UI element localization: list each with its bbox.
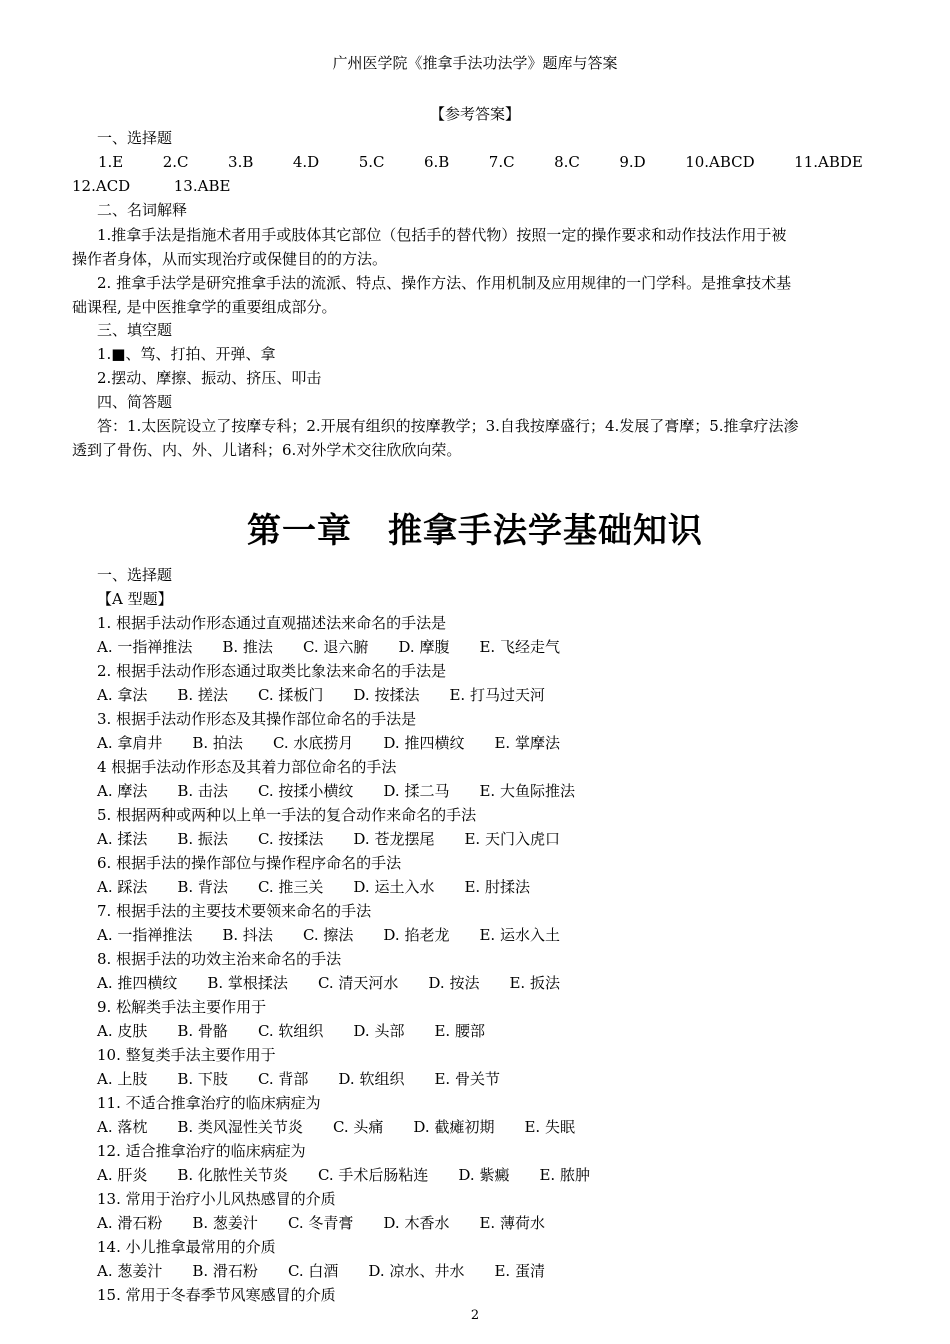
chapter-number: 第一章: [247, 511, 352, 551]
option-text: D. 木香水: [383, 1214, 450, 1232]
option-text: A. 拿法: [97, 686, 148, 704]
option-text: D. 运土入水: [353, 878, 435, 896]
option-text: D. 凉水、井水: [368, 1262, 465, 1280]
mc-answer: 6.B: [423, 153, 450, 171]
option-text: E. 肘揉法: [464, 878, 530, 896]
option-text: A. 肝炎: [97, 1166, 148, 1184]
option-text: E. 脓肿: [539, 1166, 590, 1184]
option-text: C. 退六腑: [302, 638, 369, 656]
mc-answer: 8.C: [554, 153, 580, 171]
option-text: C. 擦法: [302, 926, 354, 944]
option-text: A. 落枕: [97, 1118, 148, 1136]
mc-answer: 13.ABE: [173, 177, 231, 195]
option-text: A. 上肢: [97, 1070, 148, 1088]
question-options: [97, 973, 590, 993]
option-text: C. 推三关: [257, 878, 324, 896]
mc-answer: 7.C: [488, 153, 515, 171]
option-text: E. 飞经走气: [479, 638, 560, 656]
option-text: A. 摩法: [97, 782, 148, 800]
option-text: E. 运水入土: [479, 926, 560, 944]
option-text: C. 头痛: [332, 1118, 384, 1136]
option-text: D. 紫癜: [458, 1166, 510, 1184]
mc-answer: 12.ACD: [72, 177, 131, 195]
fill-answer-1: 1.■、笃、打拍、开弹、拿: [97, 345, 276, 363]
definition-2-line-2: 础课程, 是中医推拿学的重要组成部分。: [72, 298, 337, 316]
question-options: [97, 1165, 620, 1185]
option-text: D. 掐老龙: [383, 926, 450, 944]
question-options: [97, 925, 590, 945]
fill-answer-2: 2.摆动、摩擦、振动、挤压、叩击: [97, 369, 322, 387]
option-text: E. 骨关节: [434, 1070, 500, 1088]
answer-s2-heading: 二、名词解释: [97, 201, 188, 219]
question-text: 3. 根据手法动作形态及其操作部位命名的手法是: [97, 710, 417, 728]
chapter-title: 推拿手法学基础知识: [388, 511, 703, 551]
option-text: B. 葱姜汁: [192, 1214, 258, 1232]
option-text: E. 失眠: [524, 1118, 575, 1136]
question-options: [97, 733, 590, 753]
option-text: C. 揉板门: [257, 686, 324, 704]
option-text: B. 下肢: [177, 1070, 228, 1088]
option-text: B. 搓法: [177, 686, 228, 704]
question-text: 11. 不适合推拿治疗的临床病症为: [97, 1094, 321, 1112]
question-options: [97, 637, 590, 657]
question-text: 13. 常用于治疗小儿风热感冒的介质: [97, 1190, 336, 1208]
question-text: 1. 根据手法动作形态通过直观描述法来命名的手法是: [97, 614, 447, 632]
option-text: C. 按揉法: [257, 830, 324, 848]
question-type-heading: 【A 型题】: [97, 590, 173, 608]
option-text: C. 水底捞月: [272, 734, 354, 752]
question-text: 9. 松解类手法主要作用于: [97, 998, 267, 1016]
mc-answer: 5.C: [358, 153, 385, 171]
option-text: E. 蛋清: [494, 1262, 545, 1280]
question-options: [97, 1261, 575, 1281]
option-text: D. 苍龙摆尾: [353, 830, 435, 848]
question-text: 10. 整复类手法主要作用于: [97, 1046, 276, 1064]
option-text: B. 类风湿性关节炎: [177, 1118, 303, 1136]
option-text: E. 大鱼际推法: [479, 782, 575, 800]
mc-answer: 9.D: [619, 153, 646, 171]
mc-answer: 11.ABDE: [794, 153, 863, 171]
option-text: A. 葱姜汁: [97, 1262, 163, 1280]
option-text: C. 软组织: [257, 1022, 324, 1040]
question-options: [97, 1069, 530, 1089]
option-text: A. 推四横纹: [97, 974, 178, 992]
option-text: E. 打马过天河: [449, 686, 545, 704]
chapter-heading: [0, 503, 950, 552]
question-text: 14. 小儿推拿最常用的介质: [97, 1238, 276, 1256]
option-text: A. 皮肤: [97, 1022, 148, 1040]
mc-answer: 10.ABCD: [685, 153, 755, 171]
option-text: B. 滑石粉: [192, 1262, 258, 1280]
option-text: C. 背部: [257, 1070, 309, 1088]
question-options: [97, 1021, 515, 1041]
option-text: D. 摩腹: [398, 638, 450, 656]
option-text: D. 按揉法: [353, 686, 420, 704]
option-text: C. 白酒: [287, 1262, 339, 1280]
option-text: B. 拍法: [192, 734, 243, 752]
question-options: [97, 1213, 575, 1233]
question-options: [97, 781, 605, 801]
question-text: 5. 根据两种或两种以上单一手法的复合动作来命名的手法: [97, 806, 477, 824]
option-text: D. 推四横纹: [383, 734, 465, 752]
answer-title: 【参考答案】: [429, 105, 520, 123]
question-options: [97, 1117, 605, 1137]
option-text: D. 头部: [353, 1022, 405, 1040]
option-text: B. 抖法: [222, 926, 273, 944]
option-text: A. 一指禅推法: [97, 926, 193, 944]
option-text: B. 推法: [222, 638, 273, 656]
mc-answer: 1.E: [98, 153, 124, 171]
definition-1-line-1: 1.推拿手法是指施术者用手或肢体其它部位（包括手的替代物）按照一定的操作要求和动作技法作用于被: [97, 226, 787, 244]
option-text: E. 扳法: [509, 974, 560, 992]
page-number: 2: [470, 1308, 480, 1323]
question-options: [97, 685, 575, 705]
question-text: 15. 常用于冬春季节风寒感冒的介质: [97, 1286, 336, 1304]
option-text: A. 滑石粉: [97, 1214, 163, 1232]
option-text: A. 一指禅推法: [97, 638, 193, 656]
option-text: D. 按法: [428, 974, 480, 992]
question-text: 4 根据手法动作形态及其着力部位命名的手法: [97, 758, 397, 776]
option-text: B. 背法: [177, 878, 228, 896]
option-text: E. 腰部: [434, 1022, 485, 1040]
answer-s4-heading: 四、简答题: [97, 393, 173, 411]
short-answer-line-2: 透到了骨伤、内、外、儿诸科；6.对外学术交往欣欣向荣。: [72, 441, 462, 459]
mc-answer: 3.B: [228, 153, 254, 171]
mc-answer-row-2: [72, 176, 230, 196]
question-text: 8. 根据手法的功效主治来命名的手法: [97, 950, 342, 968]
option-text: D. 揉二马: [383, 782, 450, 800]
option-text: C. 按揉小横纹: [257, 782, 354, 800]
option-text: C. 手术后肠粘连: [317, 1166, 429, 1184]
answer-s1-heading: 一、选择题: [97, 129, 173, 147]
question-text: 12. 适合推拿治疗的临床病症为: [97, 1142, 306, 1160]
option-text: C. 清天河水: [317, 974, 399, 992]
question-options: [97, 877, 560, 897]
option-text: A. 揉法: [97, 830, 148, 848]
question-options: [97, 829, 590, 849]
option-text: C. 冬青膏: [287, 1214, 354, 1232]
option-text: B. 振法: [177, 830, 228, 848]
mc-answer-row-1: [98, 152, 863, 172]
question-text: 7. 根据手法的主要技术要领来命名的手法: [97, 902, 372, 920]
answer-s3-heading: 三、填空题: [97, 321, 173, 339]
option-text: D. 软组织: [338, 1070, 405, 1088]
option-text: B. 击法: [177, 782, 228, 800]
option-text: B. 掌根揉法: [207, 974, 288, 992]
option-text: E. 薄荷水: [479, 1214, 545, 1232]
page-header: 广州医学院《推拿手法功法学》题库与答案: [332, 54, 618, 72]
definition-2-line-1: 2. 推拿手法学是研究推拿手法的流派、特点、操作方法、作用机制及应用规律的一门学科。是推拿技术基: [97, 274, 792, 292]
option-text: B. 骨骼: [177, 1022, 228, 1040]
option-text: A. 拿肩井: [97, 734, 163, 752]
option-text: E. 掌摩法: [494, 734, 560, 752]
mc-answer: 4.D: [292, 153, 320, 171]
option-text: A. 踩法: [97, 878, 148, 896]
mc-answer: 2.C: [162, 153, 189, 171]
question-text: 2. 根据手法动作形态通过取类比象法来命名的手法是: [97, 662, 447, 680]
definition-1-line-2: 操作者身体，从而实现治疗或保健目的的方法。: [72, 250, 388, 268]
option-text: E. 天门入虎口: [464, 830, 560, 848]
option-text: D. 截瘫初期: [413, 1118, 495, 1136]
question-text: 6. 根据手法的操作部位与操作程序命名的手法: [97, 854, 402, 872]
option-text: B. 化脓性关节炎: [177, 1166, 288, 1184]
chapter-section-heading: 一、选择题: [97, 566, 173, 584]
short-answer-line-1: 答：1.太医院设立了按摩专科；2.开展有组织的按摩教学；3.自我按摩盛行；4.发展了膏摩；5.推拿疗法渗: [97, 417, 799, 435]
